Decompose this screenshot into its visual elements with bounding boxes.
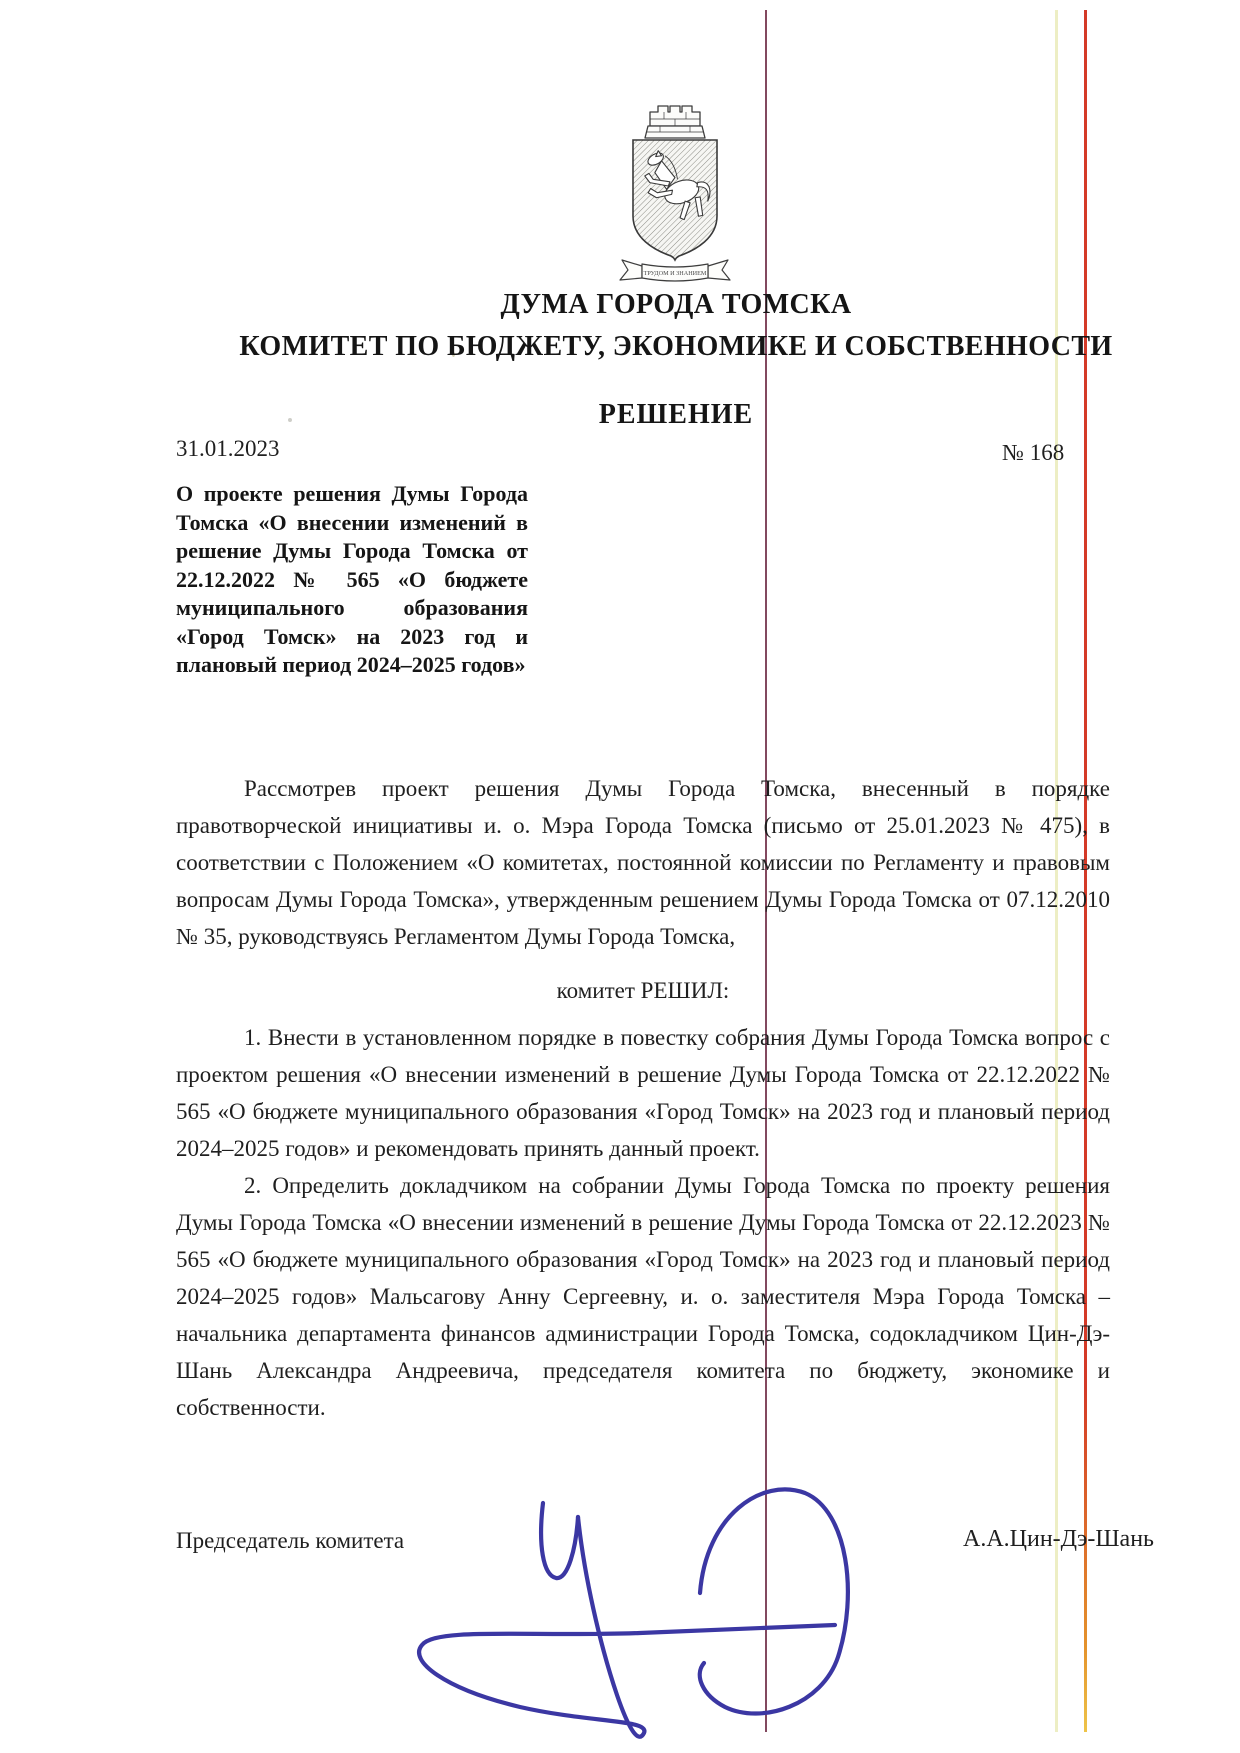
committee-title: КОМИТЕТ ПО БЮДЖЕТУ, ЭКОНОМИКЕ И СОБСТВЕННОСТИ [239,331,1113,362]
doc-type-title: РЕШЕНИЕ [598,399,754,430]
doc-number: № 168 [1002,440,1065,465]
signer-position-label: Председатель комитета [176,1528,405,1553]
resolution-lead: комитет РЕШИЛ: [556,978,730,1003]
signer-name: А.А.Цин-Дэ-Шань [963,1526,1154,1552]
organization-title: ДУМА ГОРОДА ТОМСКА [500,289,852,320]
resolution-item-2: 2. Определить докладчиком на собрании Думы Города Томска по проекту решения Думы Города Томска «О внесении изменений в решение Думы Города Томска от 22.12.2023 № 565 «О бюджете муниципального образования «Город Томск» на 2023 год и плановый период 2024–2025 годов» Мальсагову Анну Сергеевну, и. о. заместителя Мэра Города Томска – начальника департамента финансов администрации Города Томска, содокладчиком Цин-Дэ-Шань Александра Андреевича, председателя комитета по бюджету, экономике и собственности. [176,1173,1110,1420]
preamble-paragraph: Рассмотрев проект решения Думы Города Томска, внесенный в порядке правотворческой инициативы и. о. Мэра Города Томска (письмо от 25.01.2023 № 475), в соответствии с Положением «О комитетах, постоянной комиссии по Регламенту и правовым вопросам Думы Города Томска», утвержденным решением Думы Города Томска от 07.12.2010 № 35, руководствуясь Регламентом Думы Города Томска, [176,776,1110,949]
handwritten-signature [390,1445,860,1753]
tomsk-coat-of-arms-icon [600,98,750,284]
doc-subject: О проекте решения Думы Города Томска «О внесении изменений в решение Думы Города Томска от 22.12.2022 № 565 «О бюджете муниципального образования «Город Томск» на 2023 год и плановый период 2024–2025 годов» [176,481,528,677]
doc-date: 31.01.2023 [176,436,280,461]
mural-crown-icon [645,106,705,138]
resolution-item-1: 1. Внести в установленном порядке в повестку собрания Думы Города Томска вопрос с проектом решения «О внесении изменений в решение Думы Города Томска от 22.12.2022 № 565 «О бюджете муниципального образования «Город Томск» на 2023 год и плановый период 2024–2025 годов» и рекомендовать принять данный проект. [176,1025,1110,1161]
motto-text: ТРУДОМ И ЗНАНИЕМ [643,270,707,277]
